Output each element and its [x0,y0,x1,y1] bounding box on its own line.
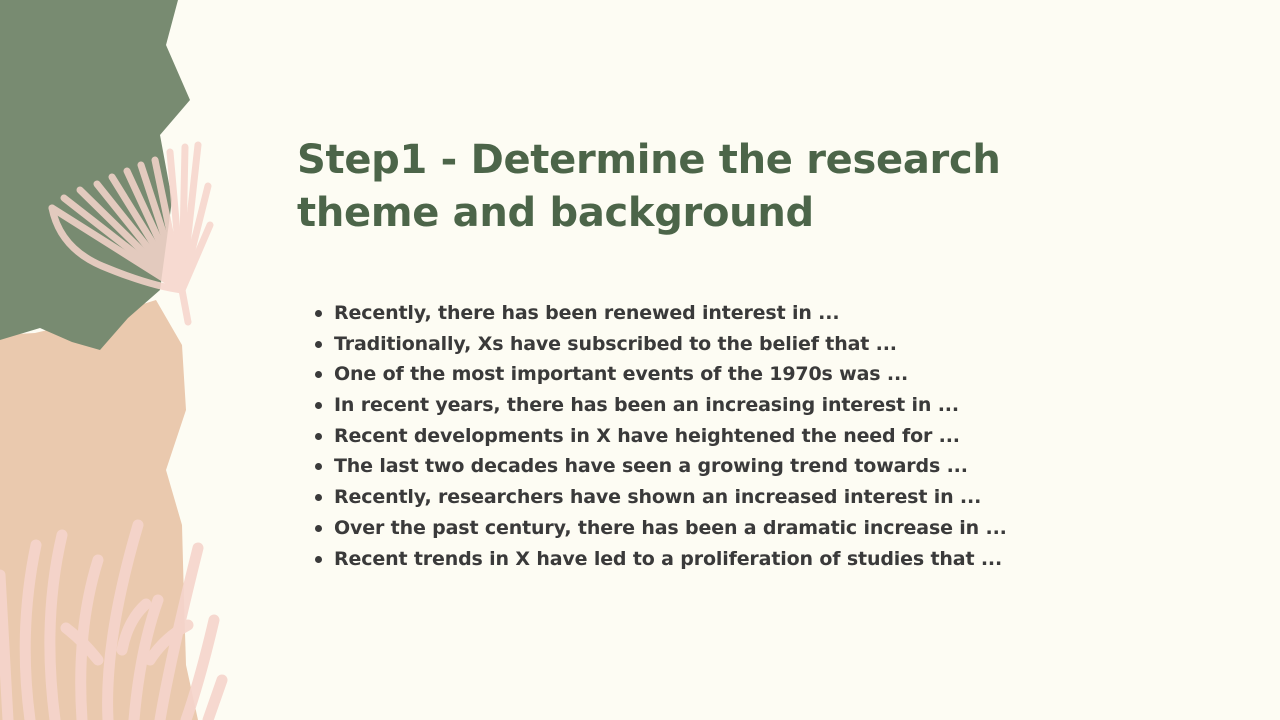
bullet-dot-icon [315,402,322,409]
list-item-text: In recent years, there has been an increasing interest in ... [334,394,959,417]
bullet-dot-icon [315,341,322,348]
bullet-dot-icon [315,433,322,440]
bullet-dot-icon [315,556,322,563]
bullet-list [315,298,1035,574]
bullet-dot-icon [315,310,322,317]
slide-title-line-2: theme and background [297,190,814,236]
list-item-text: Recently, researchers have shown an increased interest in ... [334,486,982,509]
bullet-dot-icon [315,371,322,378]
bullet-dot-icon [315,525,322,532]
list-item-text: Recent trends in X have led to a proliferation of studies that ... [334,547,1003,570]
list-item-text: Recent developments in X have heightened the need for ... [334,424,960,447]
list-item [315,329,1035,360]
bullet-dot-icon [315,463,322,470]
list-item [315,359,1035,390]
bullet-dot-icon [315,494,322,501]
list-item-text: Over the past century, there has been a dramatic increase in ... [334,516,1007,539]
list-item [315,421,1035,452]
list-item-text: The last two decades have seen a growing trend towards ... [334,455,968,478]
decorative-botanical-shapes [0,0,240,720]
list-item [315,298,1035,329]
list-item [315,513,1035,544]
list-item-text: Recently, there has been renewed interest in ... [334,302,840,324]
slide-title [297,134,1057,240]
list-item [315,544,1035,575]
list-item-text: Traditionally, Xs have subscribed to the belief that ... [334,332,897,355]
list-item [315,451,1035,482]
slide-title-line-1: Step1 - Determine the research [297,137,1001,183]
list-item [315,482,1035,513]
list-item [315,390,1035,421]
list-item-text: One of the most important events of the 1970s was ... [334,363,909,386]
